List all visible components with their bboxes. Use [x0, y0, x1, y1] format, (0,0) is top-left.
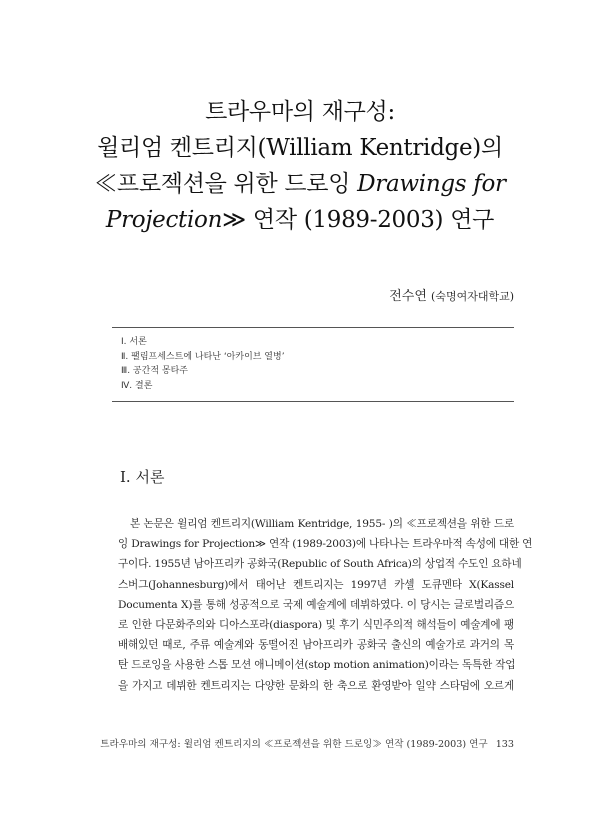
toc-item: Ⅱ. 팰림프세스트에 나타난 ‘아카이브 열병’	[121, 351, 285, 362]
title-line-4	[60, 202, 540, 238]
author-byline	[389, 285, 514, 304]
title-line-3-italic: Drawings for	[357, 171, 506, 197]
toc-item: Ⅲ. 공간적 몽타주	[121, 366, 188, 376]
toc-bottom-rule	[112, 401, 514, 402]
title-line-4-text: ≫ 연작 (1989-2003) 연구	[222, 207, 495, 233]
author-name: 전수연	[389, 289, 427, 304]
article-title	[60, 94, 540, 238]
body-paragraph	[118, 514, 533, 696]
body-line: 구이다. 1955년 남아프리카 공화국(Republic of South Africa)의 상업적 수도인 요하네	[118, 558, 522, 571]
author-affiliation: (숙명여자대학교)	[431, 290, 514, 303]
body-line: 을 가지고 데뷔한 켄트리지는 다양한 문화의 한 축으로 환영받아 일약 스타덤에 오르게	[118, 679, 514, 692]
page-footer	[100, 736, 514, 750]
running-title: 트라우마의 재구성: 윌리엄 켄트리지의 ≪프로젝션을 위한 드로잉≫ 연작 (1989-2003) 연구	[100, 739, 488, 750]
body-line: 배해있던 때로, 주류 예술계와 동떨어진 남아프리카 공화국 출신의 예술가로 과거의 목	[118, 639, 514, 652]
title-line-3-text: ≪프로젝션을 위한 드로잉	[94, 171, 358, 197]
table-of-contents	[121, 335, 285, 393]
toc-item: Ⅳ. 결론	[121, 380, 153, 391]
title-line-4-italic: Projection	[105, 207, 223, 233]
title-line-2: 윌리엄 켄트리지(William Kentridge)의	[97, 135, 503, 161]
toc-item: Ⅰ. 서론	[121, 337, 147, 347]
body-line: 본 논문은 윌리엄 켄트리지(William Kentridge, 1955- )의 ≪프로젝션을 위한 드로	[130, 518, 514, 530]
title-line-3	[60, 166, 540, 202]
toc-top-rule	[112, 327, 514, 328]
body-line: 탄 드로잉을 사용한 스톱 모션 애니메이션(stop motion animation)이라는 독특한 작업	[118, 659, 516, 672]
body-line: 스버그(Johannesburg)에서 태어난 켄트리지는 1997년 카셀 도큐멘타 X(Kassel	[118, 578, 514, 591]
title-line-1: 트라우마의 재구성:	[205, 99, 395, 125]
page-number: 133	[495, 739, 514, 750]
body-line: 로 인한 다문화주의와 디아스포라(diaspora) 및 후기 식민주의적 해석들이 예술계에 팽	[118, 619, 514, 632]
body-line: Documenta X)를 통해 성공적으로 국제 예술계에 데뷔하였다. 이 당시는 글로벌리즘으	[118, 598, 514, 611]
section-heading: Ⅰ. 서론	[120, 468, 165, 486]
body-line: 잉 Drawings for Projection≫ 연작 (1989-2003)에 나타나는 트라우마적 속성에 대한 연	[118, 538, 533, 551]
